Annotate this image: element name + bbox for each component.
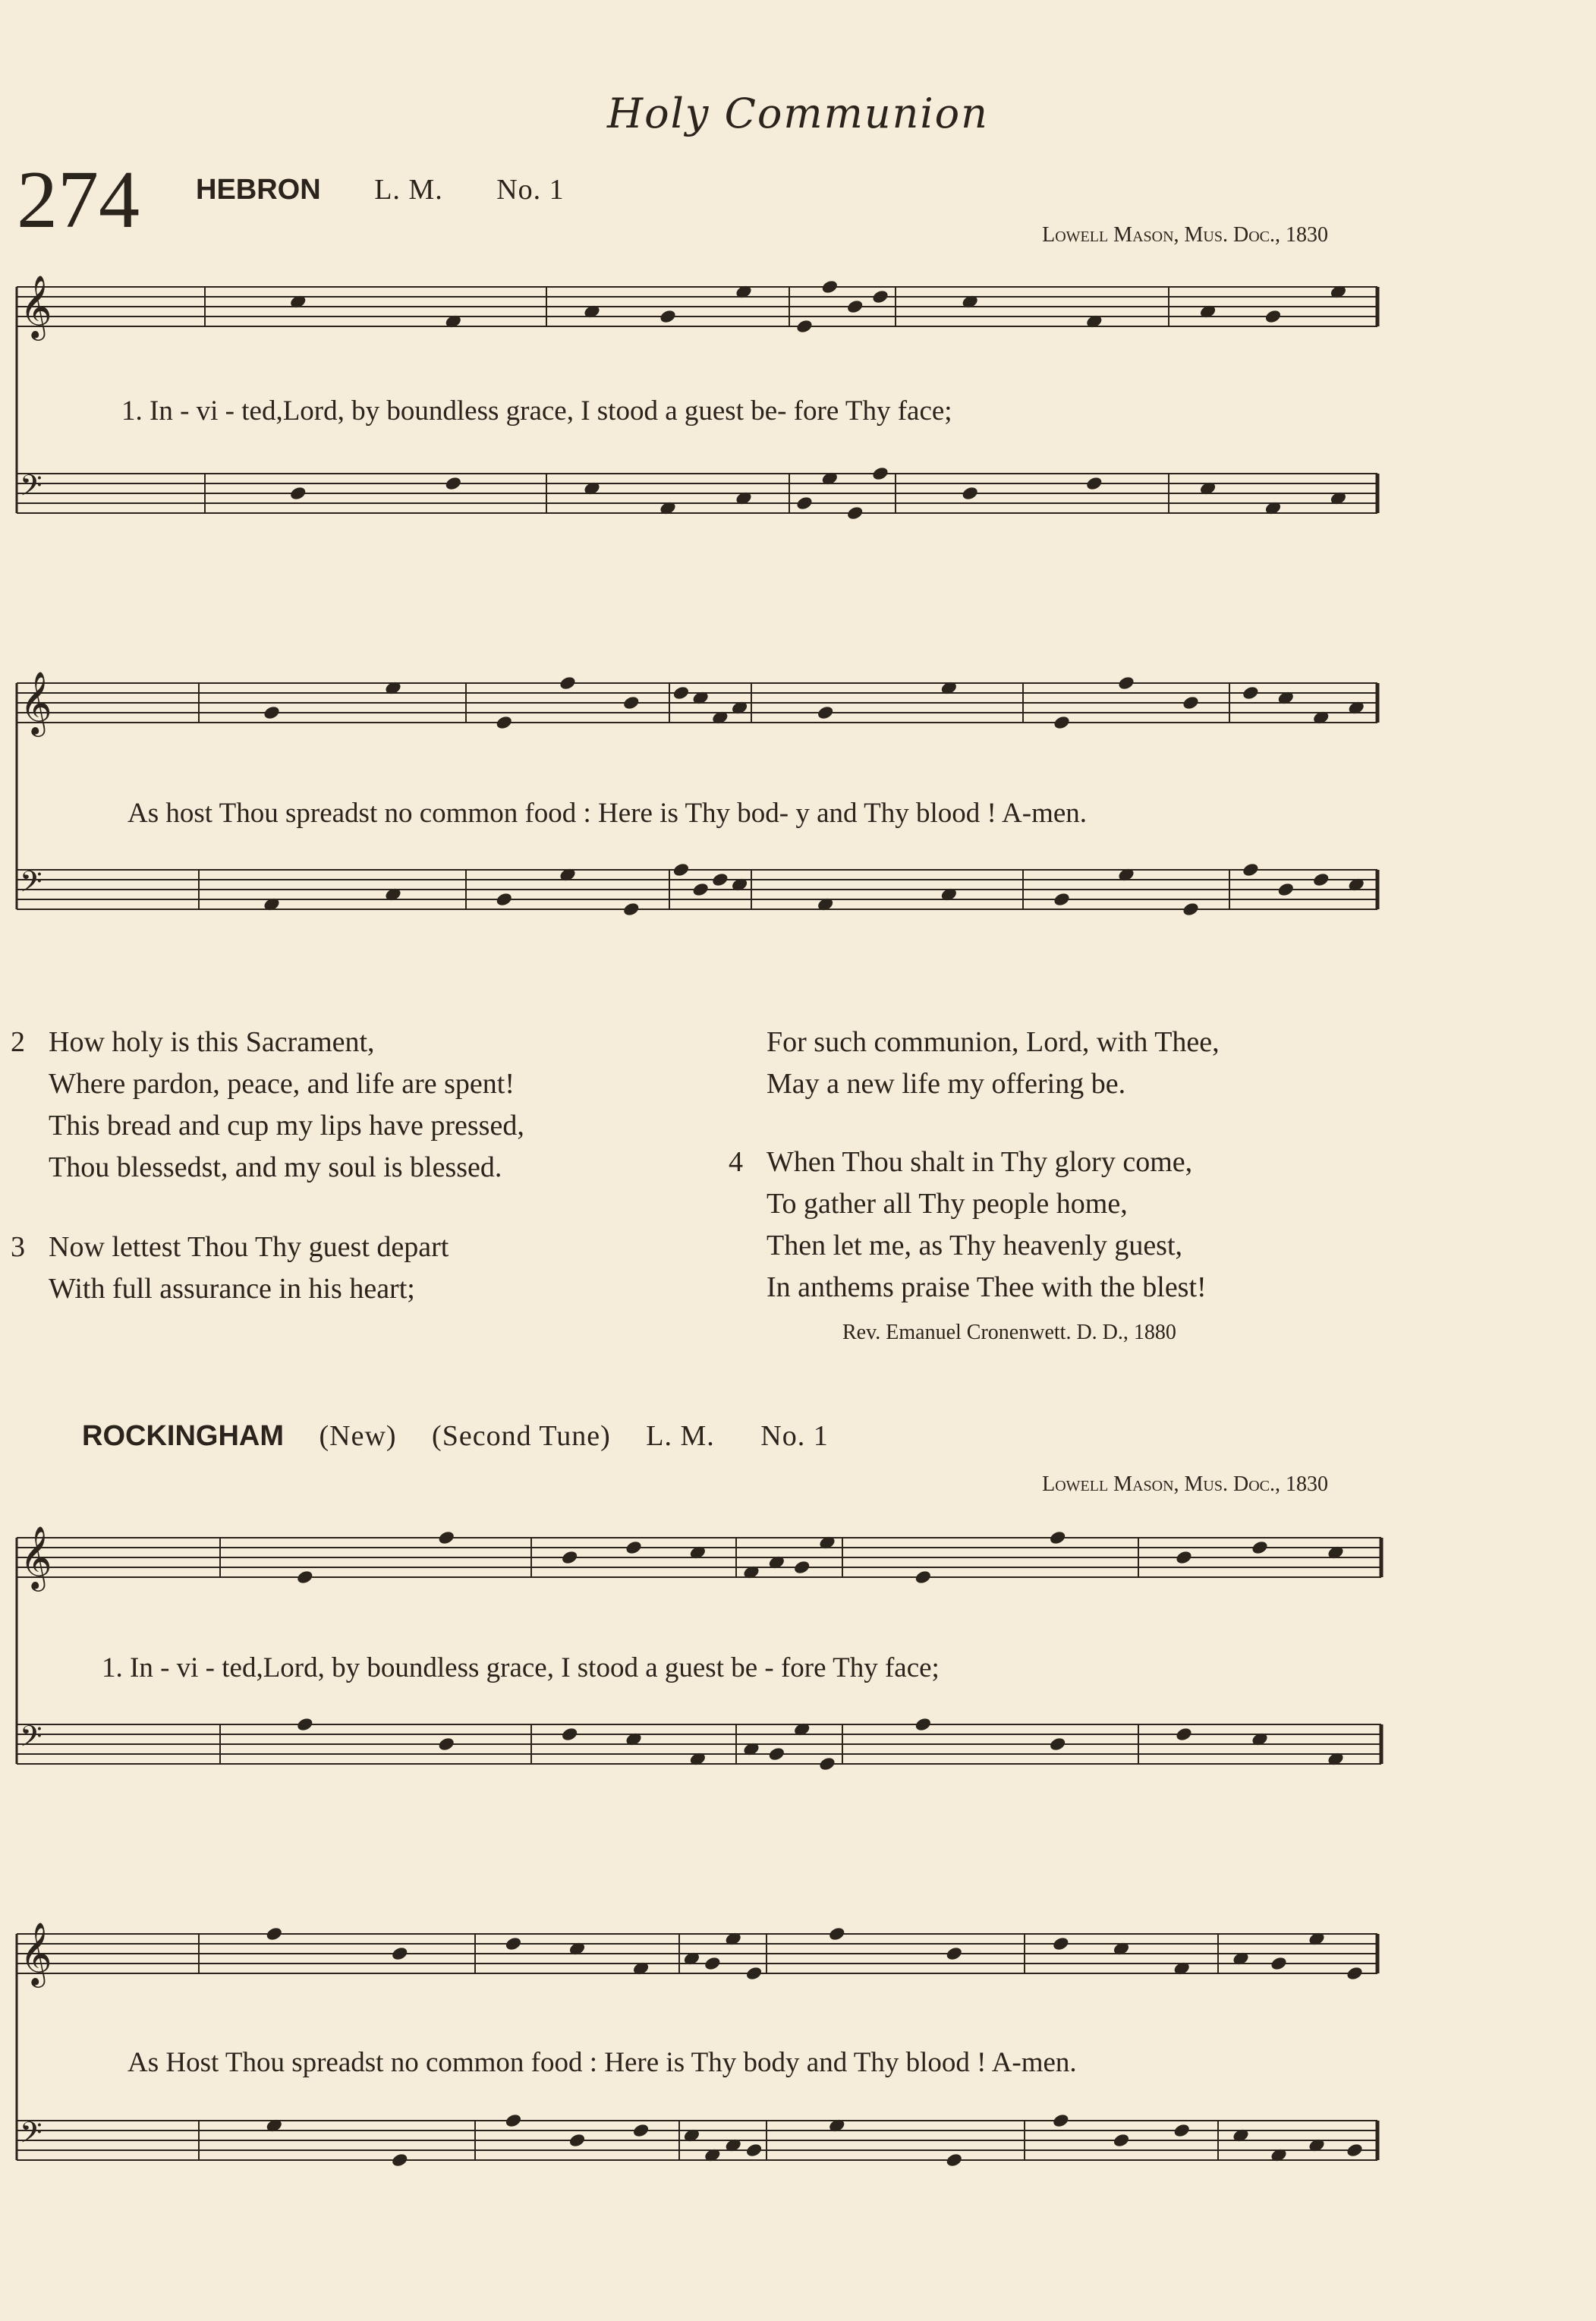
note-head	[767, 1746, 785, 1762]
page-header: Holy Communion	[607, 90, 989, 137]
note-head	[561, 1549, 579, 1565]
stanza-line: May a new life my offering be.	[767, 1068, 1126, 1100]
stanza-number: 4	[729, 1146, 743, 1178]
note-head	[711, 871, 729, 887]
note-head	[871, 288, 889, 304]
tune-number: No. 1	[760, 1420, 829, 1452]
note-head	[793, 1559, 811, 1575]
note-head	[437, 1529, 455, 1545]
note-head	[559, 675, 577, 691]
note-head	[1085, 475, 1103, 491]
note-head	[1117, 675, 1135, 691]
stanza-number: 2	[11, 1026, 25, 1058]
stanza-line: Then let me, as Thy heavenly guest,	[767, 1230, 1183, 1261]
stanza-line: For such communion, Lord, with Thee,	[767, 1026, 1220, 1058]
note-head	[504, 2112, 522, 2128]
note-head	[1312, 871, 1330, 887]
note-head	[437, 1736, 455, 1752]
stanza-line: When Thou shalt in Thy glory come,	[767, 1146, 1193, 1178]
stanza-line: In anthems praise Thee with the blest!	[767, 1271, 1207, 1303]
stanza-number: 3	[11, 1231, 25, 1263]
note-head	[795, 495, 814, 511]
note-head	[1346, 2142, 1364, 2158]
note-head	[745, 1965, 763, 1981]
note-head	[1242, 685, 1260, 701]
note-head	[1175, 1549, 1193, 1565]
note-head	[1053, 891, 1071, 907]
note-head	[745, 2142, 763, 2158]
treble-clef-icon: 𝄞	[20, 1525, 52, 1589]
bass-clef-icon: 𝄢	[20, 468, 42, 509]
note-head	[1270, 1955, 1288, 1971]
note-head	[820, 279, 839, 294]
note-head	[1182, 901, 1200, 917]
note-head	[296, 1716, 314, 1732]
note-head	[914, 1716, 932, 1732]
note-head	[622, 694, 641, 710]
note-head	[263, 704, 281, 720]
note-head	[495, 891, 513, 907]
stanza-line: Where pardon, peace, and life are spent!	[49, 1068, 515, 1100]
stanza-line: With full assurance in his heart;	[49, 1273, 415, 1305]
note-head	[818, 1756, 836, 1771]
tune-number: No. 1	[496, 174, 565, 206]
note-head	[1112, 2132, 1130, 2148]
bass-clef-icon: 𝄢	[20, 2115, 42, 2156]
composer-credit: Lowell Mason, Mus. Doc., 1830	[1042, 223, 1328, 247]
note-head	[568, 2132, 586, 2148]
second-tune-label: (Second Tune)	[432, 1420, 611, 1452]
hymn-number: 274	[17, 155, 140, 245]
note-head	[632, 2122, 650, 2138]
note-head	[817, 704, 835, 720]
note-head	[1182, 694, 1200, 710]
lyrics-line: 1. In - vi - ted,Lord, by boundless grace, I stood a guest be - fore Thy face;	[102, 1652, 940, 1683]
note-head	[622, 901, 641, 917]
lyrics-line: As Host Thou spreadst no common food : Here is Thy body and Thy blood ! A-men.	[127, 2047, 1077, 2078]
bass-clef-icon: 𝄢	[20, 1719, 42, 1760]
treble-clef-icon: 𝄞	[20, 1921, 52, 1985]
note-head	[828, 1926, 846, 1942]
note-head	[1175, 1726, 1193, 1742]
note-head	[672, 861, 690, 877]
lyrics-line: 1. In - vi - ted,Lord, by boundless grace, I stood a guest be- fore Thy face;	[121, 395, 952, 427]
note-head	[846, 505, 864, 521]
stanza-line: Now lettest Thou Thy guest depart	[49, 1231, 449, 1263]
note-head	[1251, 1539, 1269, 1555]
note-head	[672, 685, 690, 701]
note-head	[914, 1569, 932, 1585]
stanza-line: To gather all Thy people home,	[767, 1188, 1128, 1220]
tune-name: HEBRON	[196, 174, 321, 206]
note-head	[691, 881, 710, 897]
note-head	[659, 308, 677, 324]
note-head	[1053, 714, 1071, 730]
note-head	[391, 2152, 409, 2168]
stanza-line: This bread and cup my lips have pressed,	[49, 1110, 524, 1142]
note-head	[504, 1935, 522, 1951]
note-head	[444, 475, 462, 491]
note-head	[961, 485, 979, 501]
note-head	[1052, 1935, 1070, 1951]
note-head	[704, 1955, 722, 1971]
note-head	[1346, 1965, 1364, 1981]
note-head	[1276, 881, 1295, 897]
tune-meter: L. M.	[374, 174, 443, 206]
tune-meter: L. M.	[646, 1420, 715, 1452]
note-head	[1049, 1529, 1067, 1545]
note-head	[561, 1726, 579, 1742]
note-head	[265, 1926, 283, 1942]
note-head	[871, 465, 889, 481]
note-head	[945, 1945, 963, 1961]
composer-credit: Lowell Mason, Mus. Doc., 1830	[1042, 1472, 1328, 1496]
note-head	[795, 318, 814, 334]
note-head	[625, 1539, 643, 1555]
treble-clef-icon: 𝄞	[20, 274, 52, 338]
note-head	[296, 1569, 314, 1585]
tune-name: ROCKINGHAM	[82, 1420, 284, 1452]
note-head	[846, 298, 864, 314]
note-head	[495, 714, 513, 730]
note-head	[1052, 2112, 1070, 2128]
note-head	[289, 485, 307, 501]
author-credit: Rev. Emanuel Cronenwett. D. D., 1880	[842, 1321, 1176, 1344]
note-head	[1049, 1736, 1067, 1752]
tune-qualifier: (New)	[319, 1420, 397, 1452]
stanza-line: How holy is this Sacrament,	[49, 1026, 375, 1058]
treble-clef-icon: 𝄞	[20, 670, 52, 734]
note-head	[1264, 308, 1282, 324]
stanza-line: Thou blessedst, and my soul is blessed.	[49, 1151, 502, 1183]
note-head	[391, 1945, 409, 1961]
note-head	[1242, 861, 1260, 877]
bass-clef-icon: 𝄢	[20, 864, 42, 905]
note-head	[945, 2152, 963, 2168]
note-head	[1173, 2122, 1191, 2138]
lyrics-line: As host Thou spreadst no common food : Here is Thy bod- y and Thy blood ! A-men.	[127, 798, 1088, 829]
